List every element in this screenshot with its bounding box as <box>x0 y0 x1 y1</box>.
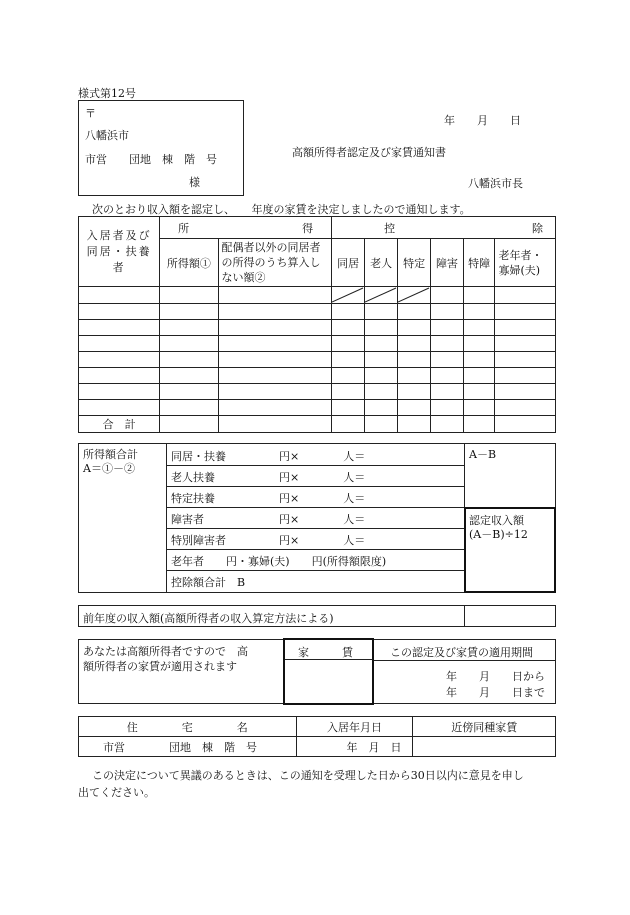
issuer: 八幡浜市長 <box>468 177 523 190</box>
col-resident-header: 入居者及び同居・扶養者 <box>79 217 160 287</box>
col-ronen-header: 老年者・寡婦(夫) <box>495 239 556 287</box>
period-from: 年 月 日から <box>446 670 545 683</box>
deduction-row-calc: 円× 人＝ <box>279 513 366 526</box>
deduction-row-label: 老人扶養 <box>171 471 215 484</box>
table-row <box>79 287 556 304</box>
slash-mark <box>332 287 364 303</box>
certified-income-label: 認定収入額 <box>469 514 524 527</box>
honorific: 様 <box>189 176 200 189</box>
slash-mark <box>365 287 397 303</box>
period-to: 年 月 日まで <box>446 686 545 699</box>
table-row <box>79 320 556 336</box>
table-row <box>79 368 556 384</box>
move-in-header: 入居年月日 <box>296 717 413 737</box>
income-total-formula: A＝①－② <box>83 462 135 475</box>
slash-mark <box>398 287 430 303</box>
notice-text-1: あなたは高額所得者ですので 高 <box>83 645 248 658</box>
table-row <box>79 384 556 400</box>
col-shogai-header: 障害 <box>431 239 464 287</box>
col-rojin-header: 老人 <box>365 239 398 287</box>
deduction-total: 控除額合計 B <box>171 576 246 589</box>
footer-note-2: 出てください。 <box>78 786 155 799</box>
postal-mark: 〒 <box>85 107 96 120</box>
deduction-row-label: 障害者 <box>171 513 204 526</box>
intro-text: 次のとおり収入額を認定し、 年度の家賃を決定しましたので通知します。 <box>92 203 471 216</box>
rent-label: 家 賃 <box>298 646 353 659</box>
total-label: 合 計 <box>79 416 160 433</box>
notice-text-2: 額所得者の家賃が適用されます <box>83 660 237 673</box>
table-row <box>79 352 556 368</box>
footer-note-1: この決定について異議のあるときは、この通知を受理した日から30日以内に意見を申し <box>92 769 524 782</box>
deduction-row-calc: 円× 人＝ <box>279 534 366 547</box>
housing-name-value: 市営 団地 棟 階 号 <box>79 737 297 757</box>
deduction-row-label: 特別障害者 <box>171 534 226 547</box>
nearby-rent-value <box>413 737 556 757</box>
deduction-row-calc: 円× 人＝ <box>279 471 366 484</box>
prev-year-label: 前年度の収入額(高額所得者の収入算定方法による) <box>83 612 334 625</box>
col-tokusho-header: 特障 <box>463 239 495 287</box>
col-tokutei-header: 特定 <box>398 239 431 287</box>
deduction-row-calc: 円× 人＝ <box>279 492 366 505</box>
col-dokyo-header: 同居 <box>332 239 365 287</box>
certified-income-formula: (A－B)÷12 <box>469 528 528 541</box>
nearby-rent-header: 近傍同種家賃 <box>413 717 556 737</box>
address-block <box>78 100 244 196</box>
prev-year-box <box>78 605 556 627</box>
document-title: 高額所得者認定及び家賃通知書 <box>292 146 446 159</box>
period-label: この認定及び家賃の適用期間 <box>390 646 533 659</box>
form-number: 様式第12号 <box>78 87 136 100</box>
shotoku-header: 所 得 <box>160 217 332 239</box>
total-row <box>79 416 556 433</box>
address-city: 八幡浜市 <box>85 129 129 142</box>
certified-income-box <box>464 507 556 593</box>
rent-box <box>283 638 374 705</box>
deduction-block <box>78 443 556 593</box>
kojo-header: 控 除 <box>332 217 556 239</box>
col-spouse-header: 配偶者以外の同居者の所得のうち算入しない額② <box>218 239 332 287</box>
col-income-header: 所得額① <box>160 239 218 287</box>
deduction-row-label: 特定扶養 <box>171 492 215 505</box>
deduction-row-label: 同居・扶養 <box>171 450 226 463</box>
housing-table <box>78 716 556 757</box>
move-in-value: 年 月 日 <box>296 737 413 757</box>
housing-name-header: 住 宅 名 <box>79 717 297 737</box>
a-minus-b: A－B <box>469 448 497 461</box>
elderly-row: 老年者 円・寡婦(夫) 円(所得額限度) <box>171 555 387 568</box>
income-total-label: 所得額合計 <box>83 448 138 461</box>
deduction-row-calc: 円× 人＝ <box>279 450 366 463</box>
issue-date: 年 月 日 <box>444 114 521 127</box>
table-row <box>79 304 556 320</box>
table-row <box>79 400 556 416</box>
income-table <box>78 216 556 433</box>
table-row <box>79 336 556 352</box>
address-housing: 市営 団地 棟 階 号 <box>85 153 217 166</box>
